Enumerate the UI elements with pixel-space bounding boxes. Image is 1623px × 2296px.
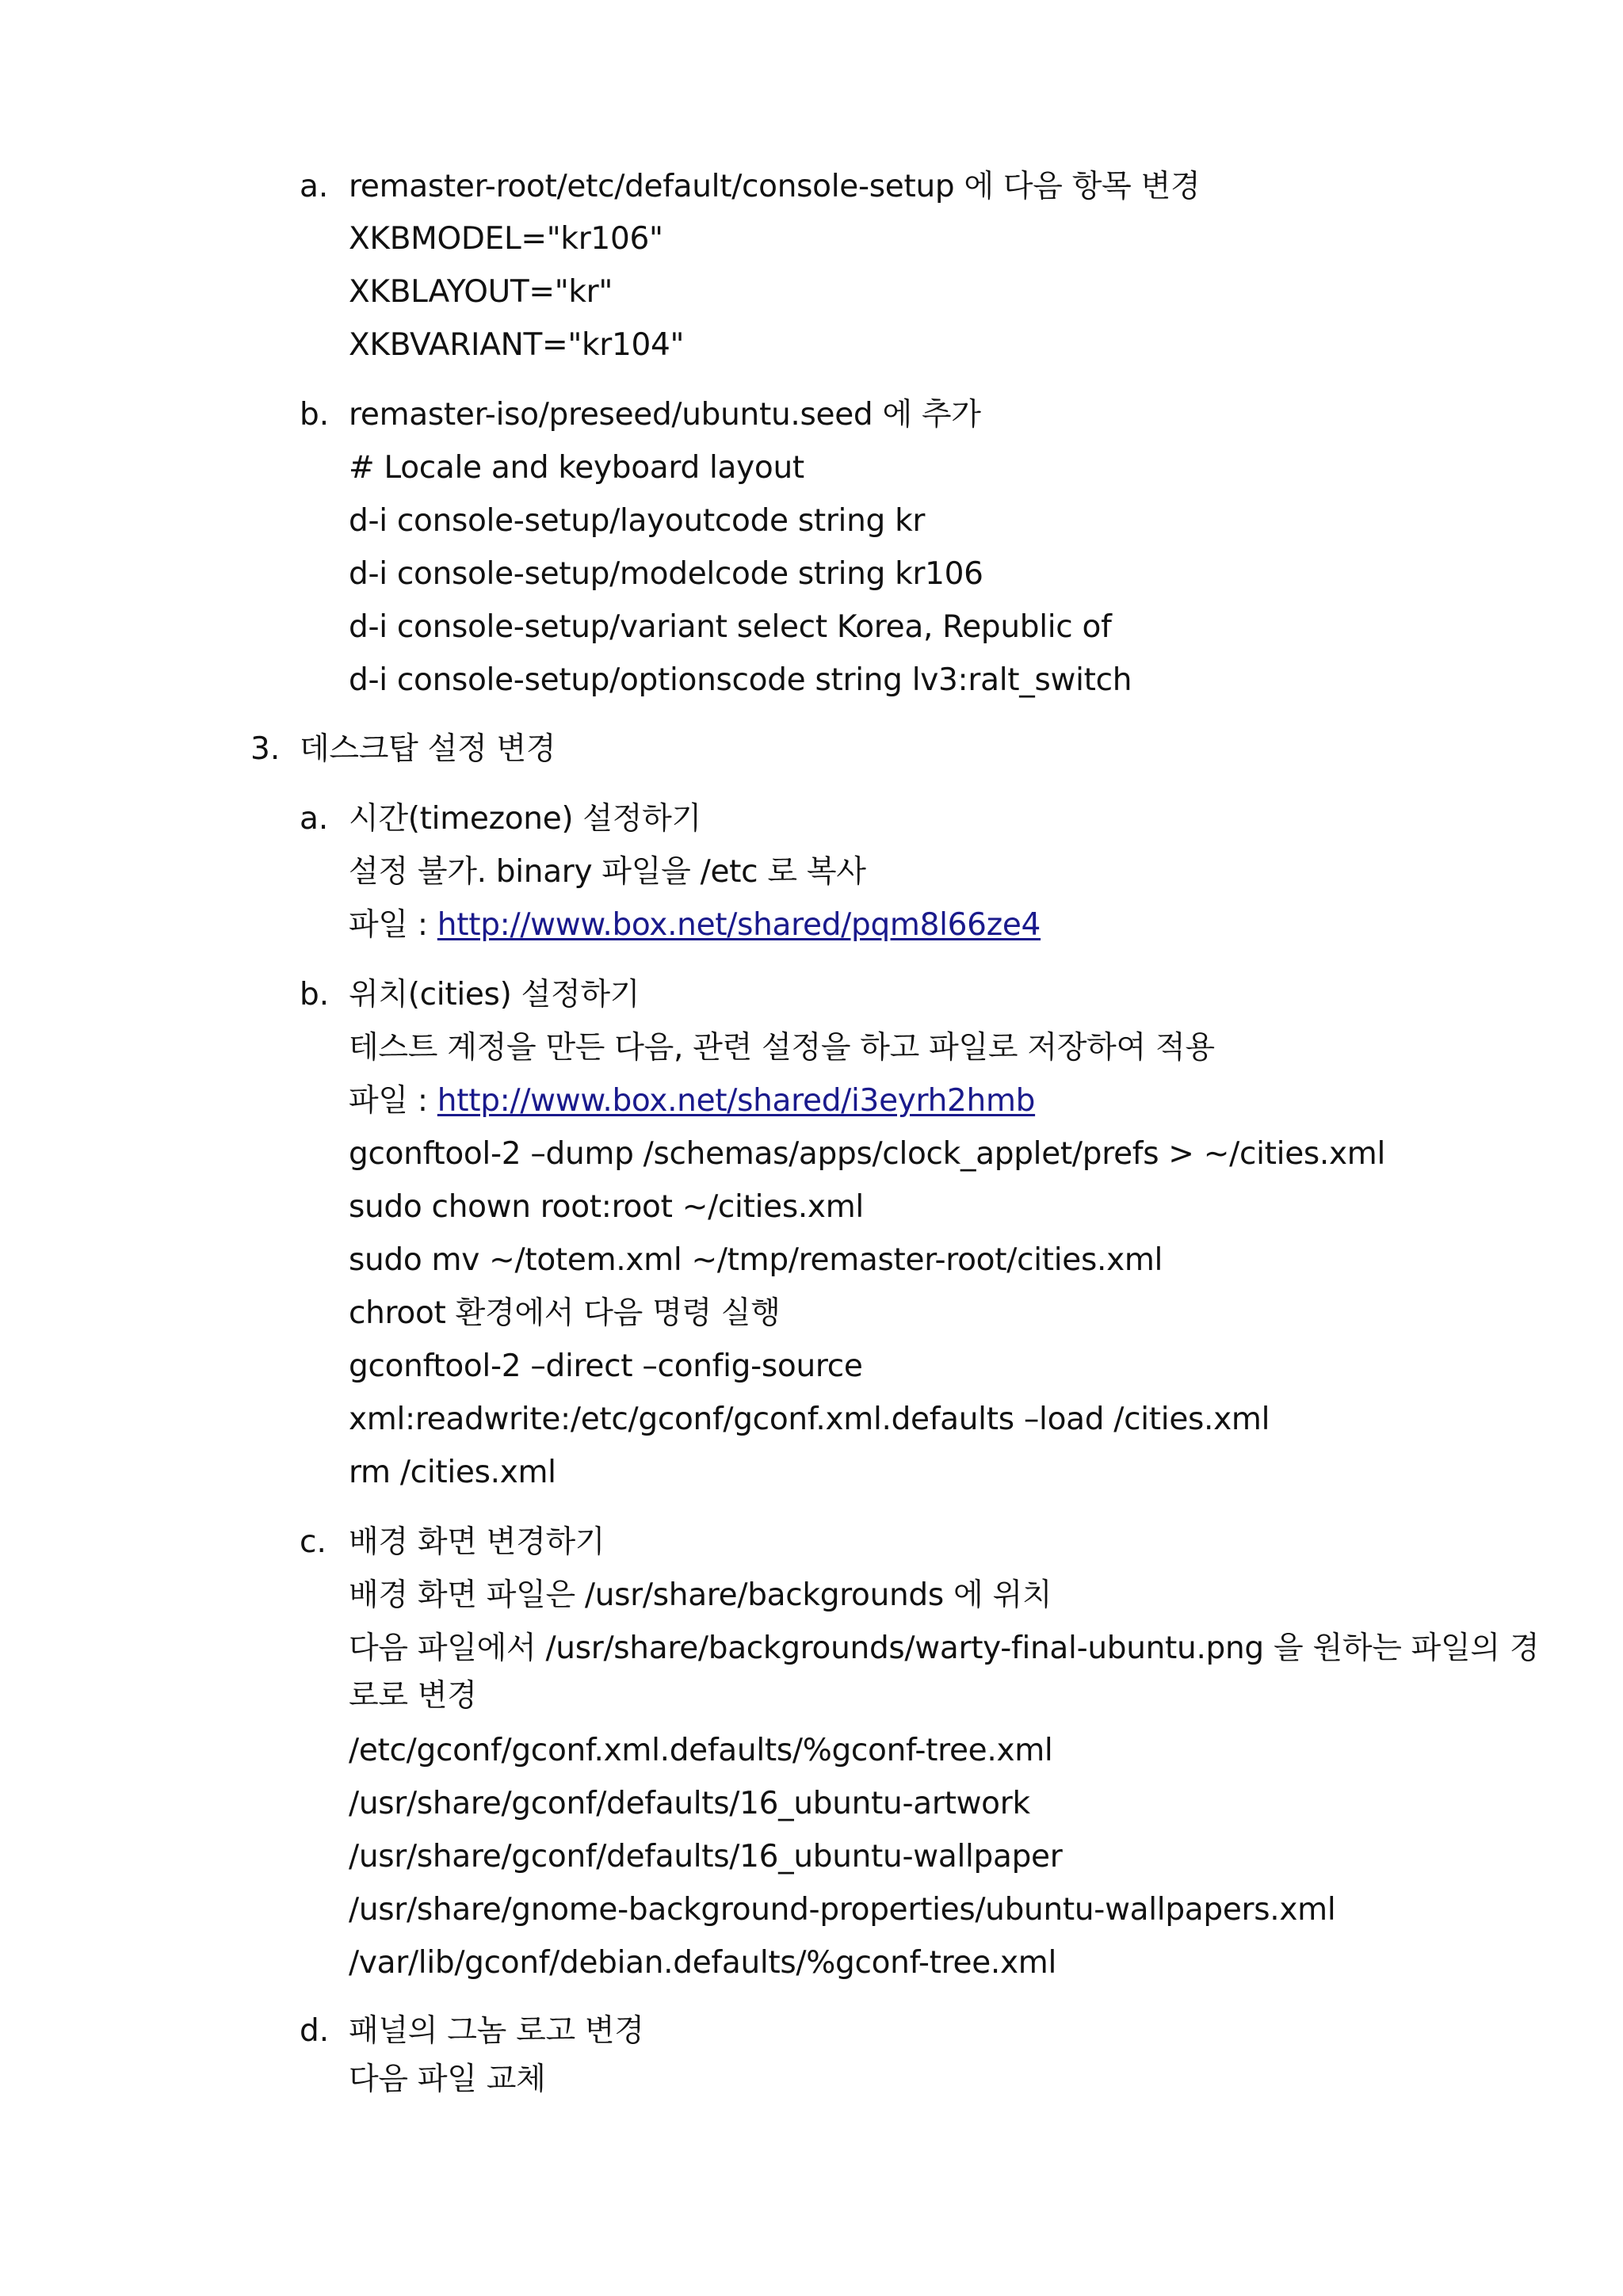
list-marker: c. [300,1524,327,1560]
text-line: 테스트 계정을 만든 다음, 관련 설정을 하고 파일로 저장하여 적용 [349,1030,1215,1066]
code-line: d-i console-setup/variant select Korea, Republic of [349,609,1112,645]
text-line: 설정 불가. binary 파일을 /etc 로 복사 [349,854,866,890]
list-marker: a. [300,169,329,204]
text-line: 로로 변경 [349,1678,477,1714]
code-line: # Locale and keyboard layout [349,450,804,486]
path-line: /usr/share/gconf/defaults/16_ubuntu-artwork [349,1786,1030,1821]
item-heading: 패널의 그놈 로고 변경 [349,2013,644,2049]
text-line: 배경 화면 파일은 /usr/share/backgrounds 에 위치 [349,1577,1052,1613]
list-marker: d. [300,2013,330,2049]
text-line: 다음 파일에서 /usr/share/backgrounds/warty-final-ubuntu.png 을 원하는 파일의 경 [349,1630,1540,1666]
section-number: 3. [250,731,281,767]
code-line: d-i console-setup/optionscode string lv3:ralt_switch [349,662,1132,698]
text-line: 다음 파일 교체 [349,2061,546,2097]
text-line: chroot 환경에서 다음 명령 실행 [349,1295,781,1331]
path-line: /usr/share/gconf/defaults/16_ubuntu-wallpaper [349,1839,1063,1875]
code-line: rm /cities.xml [349,1455,556,1490]
code-line: sudo chown root:root ~/cities.xml [349,1189,864,1225]
list-marker: a. [300,801,329,837]
item-heading: remaster-root/etc/default/console-setup 에 다음 항목 변경 [349,169,1201,204]
item-heading: remaster-iso/preseed/ubuntu.seed 에 추가 [349,397,981,433]
list-marker: b. [300,977,330,1013]
file-label: 파일 : [349,1083,437,1119]
code-line: gconftool-2 –direct –config-source [349,1348,863,1384]
file-link[interactable]: http://www.box.net/shared/pqm8l66ze4 [437,907,1041,943]
code-line: XKBVARIANT="kr104" [349,327,685,363]
item-heading: 위치(cities) 설정하기 [349,977,640,1013]
path-line: /var/lib/gconf/debian.defaults/%gconf-tree.xml [349,1945,1057,1981]
file-label: 파일 : [349,907,437,943]
code-line: d-i console-setup/modelcode string kr106 [349,556,983,592]
file-line [349,1082,1035,1120]
file-line [349,906,1041,944]
path-line: /usr/share/gnome-background-properties/ubuntu-wallpapers.xml [349,1892,1336,1928]
code-line: XKBLAYOUT="kr" [349,274,613,310]
code-line: XKBMODEL="kr106" [349,221,663,257]
code-line: xml:readwrite:/etc/gconf/gconf.xml.defaults –load /cities.xml [349,1402,1270,1437]
file-link[interactable]: http://www.box.net/shared/i3eyrh2hmb [437,1083,1036,1119]
item-heading: 배경 화면 변경하기 [349,1524,605,1560]
code-line: sudo mv ~/totem.xml ~/tmp/remaster-root/cities.xml [349,1242,1163,1278]
item-heading: 시간(timezone) 설정하기 [349,801,701,837]
list-marker: b. [300,397,330,433]
section-title: 데스크탑 설정 변경 [300,731,556,767]
path-line: /etc/gconf/gconf.xml.defaults/%gconf-tree.xml [349,1733,1053,1768]
code-line: d-i console-setup/layoutcode string kr [349,503,926,539]
code-line: gconftool-2 –dump /schemas/apps/clock_applet/prefs > ~/cities.xml [349,1136,1386,1172]
